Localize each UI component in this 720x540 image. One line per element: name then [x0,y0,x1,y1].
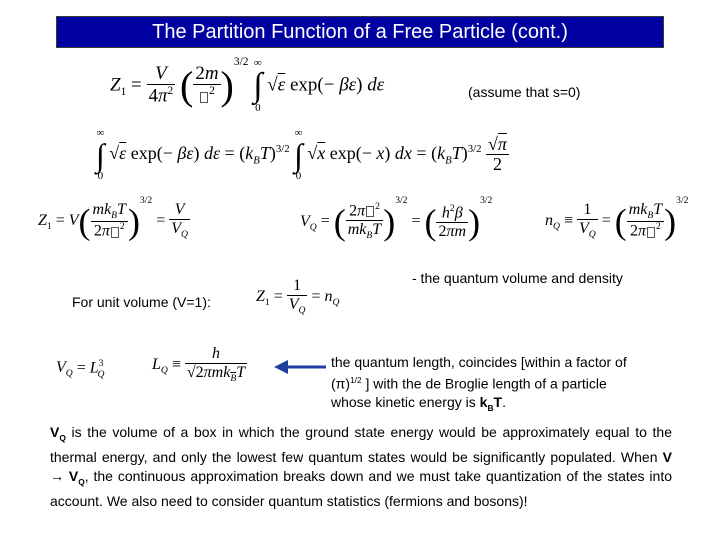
half-power: 1/2 [349,375,362,385]
assume-note: (assume that s=0) [468,84,581,100]
equation-integral-identity: ∞ ∫ 0 √ε exp(− βε) $d\varepsilon = (k_BT)^{3/2}$ ∞ ∫ 0 √x exp(− x) dx = $(k_BT)^{3/2}$ $\frac{√\pi}{2}$ [96,127,507,182]
left-arrow-icon [272,357,328,377]
kinetic-energy-text: whose kinetic energy is [331,393,480,410]
vq-subscript: Q [59,432,66,443]
b-subscript: B [487,402,494,413]
quantum-length-note [331,353,627,416]
equation-z1-unit: $Z_1$ = $\frac{1}{V_Q}$ = $n_Q$ [256,277,340,316]
de-broglie-text: ] with the de Broglie length of a particle [361,375,607,392]
equation-vq-lq: $V_Q = L^3_Q$ [56,358,105,380]
bottom-paragraph [50,423,672,511]
vq-symbol-2: V [68,467,79,484]
paragraph-part1: is the volume of a box in which the ground state energy would be approximately equal to the thermal energy, and only the lowest few quantum states would be significantly populated. When [50,424,672,465]
arrow-symbol: → [50,467,69,484]
equation-z1-vq: $Z_1 = V$( $\frac{mk_BT}{2\pi ^2}$ )$^{3/2}$ = $\frac{V}{V_Q}$ [38,194,188,242]
vq-symbol: V [50,424,60,440]
vq-subscript-2: Q [78,476,85,487]
unit-volume-label: For unit volume (V=1): [72,294,211,310]
v-symbol: V [662,448,672,465]
quantum-volume-note: - the quantum volume and density [412,270,623,286]
k-symbol: k [479,393,488,410]
equation-vq: $V_Q$ = ( $\frac{2\pi ^2}{mk_BT}$ )$^{3/2}$ = ( $\frac{h^2\beta}{2\pi m}$ )$^{3/2}$ [300,195,493,242]
period: . [502,393,506,410]
pi-text: (π) [331,375,350,392]
equation-z1-integral: $Z_1$ = $\frac{V}{4\pi^2}$ ( $\frac{2m}{^2}$ )$^{3/2}$ ∞ ∫ 0 √ε exp(− βε) dε [110,56,385,114]
quantum-length-line2 [331,371,627,393]
equation-nq: $n_Q$ ≡ $\frac{1}{V_Q}$ = ( $\frac{mk_BT}{2\pi ^2}$ )$^{3/2}$ [545,194,689,242]
quantum-length-line1: the quantum length, coincides [within a factor of [331,354,627,370]
t-symbol: T [493,393,503,410]
equation-lq: $L_Q$ ≡ $\frac{h}{√2\pi mk_BT}$ [152,345,246,384]
quantum-length-line3 [331,393,627,417]
paragraph-part2: , the continuous approximation breaks down and we must take quantization of the states into account. We also need to consider quantum statistics (fermions and bosons)! [50,467,672,509]
page-title: The Partition Function of a Free Particle (cont.) [56,16,664,48]
